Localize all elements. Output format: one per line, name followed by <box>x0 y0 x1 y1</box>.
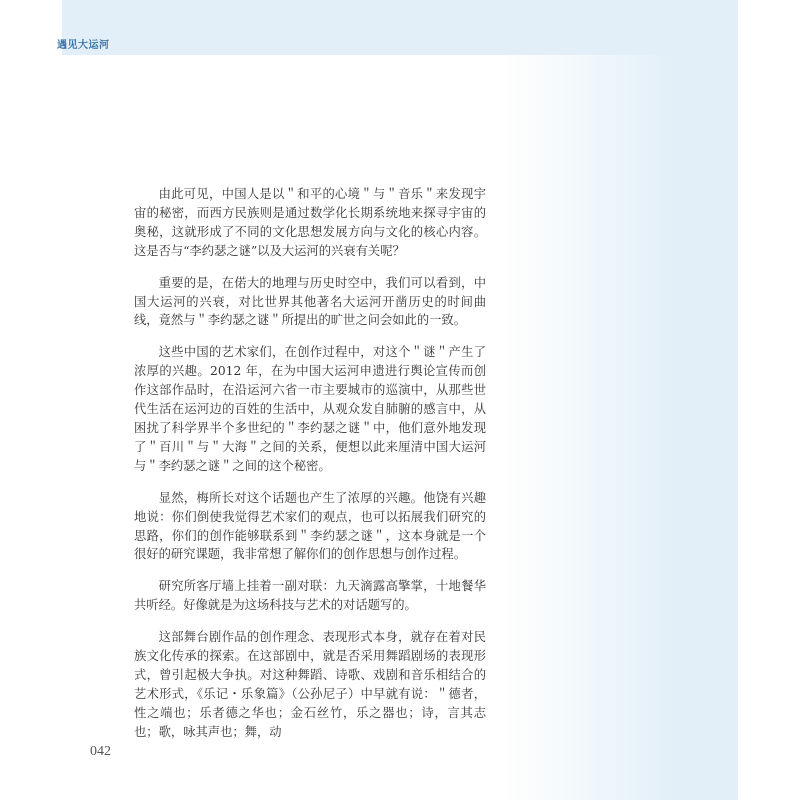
paragraph-6: 这部舞台剧作品的创作理念、表现形式本身，就存在着对民族文化传承的探索。在这部剧中，就是否采用舞蹈剧场的表现形式，曾引起极大争执。对这种舞蹈、诗歌、戏剧和音乐相结合的艺术形式，《乐记・乐象篇》（公孙尼子）中早就有说：＂德者，性之端也；乐者德之华也；金石丝竹，乐之器也；诗，言其志也；歌，咏其声也；舞，动 <box>134 630 486 739</box>
body-text <box>134 185 486 755</box>
paragraph-5: 研究所客厅墙上挂着一副对联：九天滴露高擎掌，十地餐华共听经。好像就是为这场科技与艺术的对话题写的。 <box>134 579 486 613</box>
paragraph-2: 重要的是，在偌大的地理与历史时空中，我们可以看到，中国大运河的兴衰，对比世界其他著名大运河开凿历史的时间曲线，竟然与＂李约瑟之谜＂所提出的旷世之问会如此的一致。 <box>134 275 486 328</box>
running-header-title: 遇见大运河 <box>57 40 110 51</box>
paragraph-3: 这些中国的艺术家们，在创作过程中，对这个＂谜＂产生了浓厚的兴趣。2012 年，在为中国大运河申遗进行舆论宣传而创作这部作品时，在沿运河六省一市主要城市的巡演中，从那些世代生活在运河边的百姓的生活中，从观众发自肺腑的感言中，从困扰了科学界半个多世纪的＂李约瑟之谜＂中，他们意外地发现了＂百川＂与＂大海＂之间的关系，便想以此来厘清中国大运河与＂李约瑟之谜＂之间的这个秘密。 <box>134 345 486 473</box>
page-number: 042 <box>90 744 111 759</box>
paragraph-4: 显然，梅所长对这个话题也产生了浓厚的兴趣。他饶有兴趣地说：你们倒使我觉得艺术家们的观点，也可以拓展我们研究的思路，你们的创作能够联系到＂李约瑟之谜＂，这本身就是一个很好的研究课题，我非常想了解你们的创作思想与创作过程。 <box>134 490 486 562</box>
paragraph-1: 由此可见，中国人是以＂和平的心境＂与＂音乐＂来发现宇宙的秘密，而西方民族则是通过数学化长期系统地来探寻宇宙的奥秘，这就形成了不同的文化思想发展方向与文化的核心内容。这是否与“李约瑟之谜”以及大运河的兴衰有关呢？ <box>134 187 486 258</box>
